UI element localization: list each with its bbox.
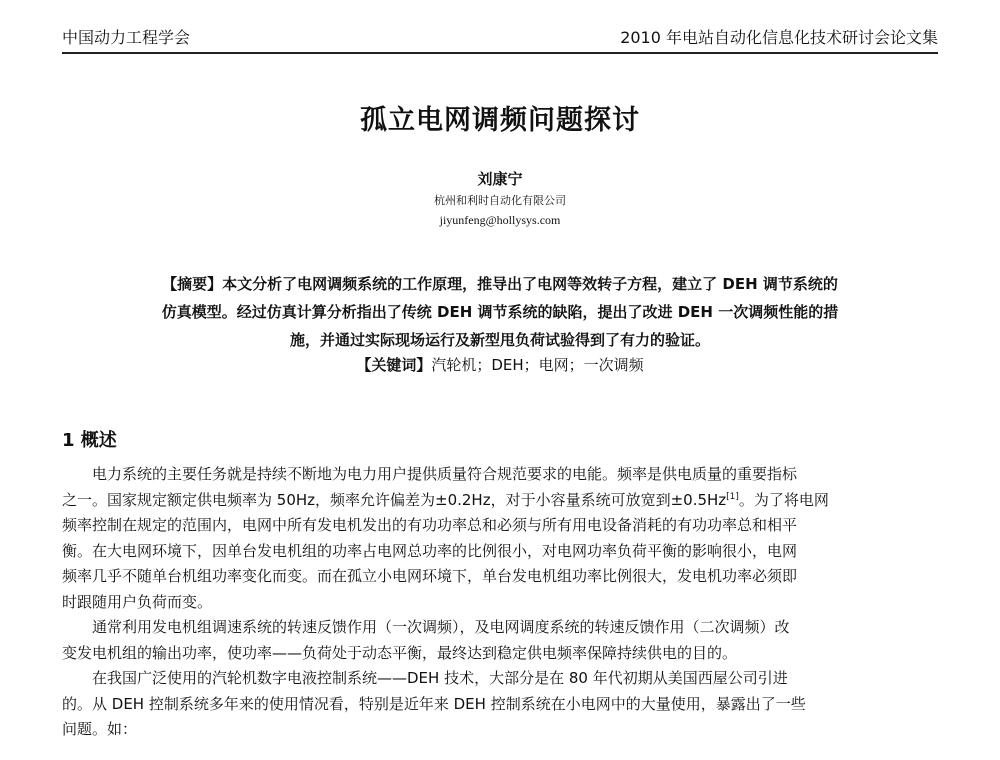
abstract-line: 施，并通过实际现场运行及新型甩负荷试验得到了有力的验证。 bbox=[289, 331, 710, 349]
paragraph-text: 之一。国家规定额定供电频率为 50Hz，频率允许偏差为±0.2Hz，对于小容量系统可放宽到±0.5Hz bbox=[62, 490, 727, 509]
author-email: jiyunfeng@hollysys.com bbox=[439, 213, 561, 227]
abstract-line: 【摘要】本文分析了电网调频系统的工作原理，推导出了电网等效转子方程，建立了 DEH 调节系统的 bbox=[162, 275, 838, 293]
header-proceedings: 2010 年电站自动化信息化技术研讨会论文集 bbox=[620, 28, 938, 47]
section-heading: 1 概述 bbox=[62, 430, 117, 451]
paragraph-line: 通常利用发电机组调速系统的转速反馈作用（一次调频），及电网调度系统的转速反馈作用（二次调频）改 bbox=[92, 618, 790, 636]
paragraph-line: 时跟随用户负荷而变。 bbox=[62, 592, 213, 611]
keywords bbox=[0, 354, 1000, 375]
paragraph-line: 在我国广泛使用的汽轮机数字电液控制系统——DEH 技术，大部分是在 80 年代初期从美国西屋公司引进 bbox=[92, 669, 788, 687]
paragraph-line: 电力系统的主要任务就是持续不断地为电力用户提供质量符合规范要求的电能。频率是供电质量的重要指标 bbox=[92, 465, 798, 483]
paper-title: 孤立电网调频问题探讨 bbox=[360, 105, 640, 136]
keywords-label: 【关键词】 bbox=[356, 356, 432, 374]
paragraph-line: 问题。如： bbox=[62, 720, 138, 738]
abstract bbox=[100, 270, 900, 354]
running-header bbox=[62, 26, 938, 54]
section-body bbox=[62, 462, 938, 743]
paragraph-line: 的。从 DEH 控制系统多年来的使用情况看，特别是近年来 DEH 控制系统在小电网中的大量使用，暴露出了一些 bbox=[62, 694, 806, 713]
paragraph-line bbox=[62, 488, 938, 514]
paragraph-text: 。为了将电网 bbox=[738, 490, 829, 509]
paragraph-line: 衡。在大电网环境下，因单台发电机组的功率占电网总功率的比例很小，对电网功率负荷平衡的影响很小，电网 bbox=[62, 541, 798, 560]
citation-ref: [1] bbox=[726, 491, 739, 502]
paragraph-line: 变发电机组的输出功率，使功率——负荷处于动态平衡，最终达到稳定供电频率保障持续供电的目的。 bbox=[62, 643, 738, 662]
author-name: 刘康宁 bbox=[477, 170, 523, 188]
abstract-line: 仿真模型。经过仿真计算分析指出了传统 DEH 调节系统的缺陷，提出了改进 DEH 一次调频性能的措 bbox=[161, 303, 839, 321]
author-affiliation: 杭州和利时自动化有限公司 bbox=[434, 194, 566, 207]
keywords-list: 汽轮机；DEH；电网；一次调频 bbox=[431, 356, 644, 374]
paragraph-line: 频率几乎不随单台机组功率变化而变。而在孤立小电网环境下，单台发电机组功率比例很大，发电机功率必须即 bbox=[62, 567, 798, 585]
paragraph-line: 频率控制在规定的范围内，电网中所有发电机发出的有功功率总和必须与所有用电设备消耗的有功功率总和相平 bbox=[62, 516, 798, 534]
header-society: 中国动力工程学会 bbox=[62, 28, 191, 47]
